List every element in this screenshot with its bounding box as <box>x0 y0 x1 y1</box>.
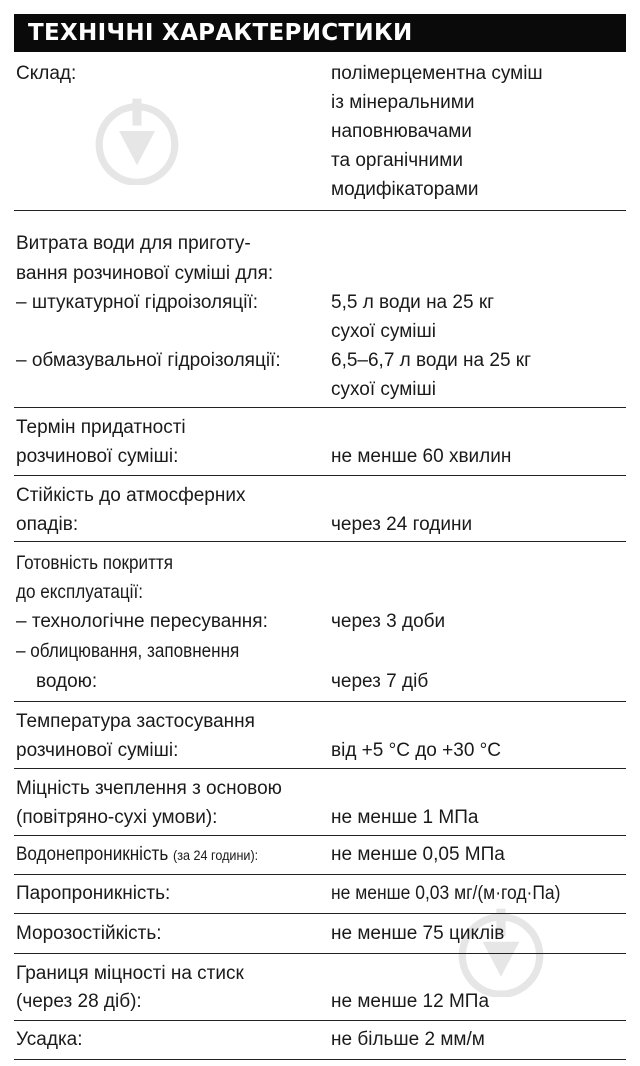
weather-label-2: опадів: <box>16 514 79 535</box>
frost-value: не менше 75 циклів <box>331 923 505 944</box>
frost-label: Морозостійкість: <box>16 923 162 944</box>
readiness-item2-value: через 7 діб <box>331 671 429 692</box>
readiness-item1-label: – технологічне пересування: <box>16 611 268 632</box>
composition-value-4: та органічними <box>331 150 463 171</box>
waterproof-value: не менше 0,05 МПа <box>331 844 505 865</box>
temperature-value: від +5 °С до +30 °С <box>331 740 501 761</box>
row-water-impermeability <box>14 836 626 875</box>
waterproof-label-text: Водонепроникність <box>16 844 169 865</box>
row-shrinkage <box>14 1021 626 1060</box>
composition-label: Склад: <box>16 63 77 84</box>
temperature-label-1: Температура застосування <box>16 711 255 732</box>
pot-life-label-2: розчинової суміші: <box>16 446 179 467</box>
shrinkage-label: Усадка: <box>16 1029 83 1050</box>
vapor-value: не менше 0,03 мг/(м·год·Па) <box>331 883 561 904</box>
row-composition <box>14 52 626 211</box>
composition-value-1: полімерцементна суміш <box>331 63 543 84</box>
row-frost-resistance <box>14 914 626 954</box>
weather-value: через 24 години <box>331 514 473 535</box>
adhesion-value: не менше 1 МПа <box>331 807 479 828</box>
water-item2-label: – обмазувальної гідроізоляції: <box>16 350 281 371</box>
section-title: ТЕХНІЧНІ ХАРАКТЕРИСТИКИ <box>14 14 626 52</box>
vapor-label: Паропроникність: <box>16 883 171 904</box>
water-item1-value-2: сухої суміші <box>331 321 436 342</box>
row-compressive-strength <box>14 954 626 1021</box>
pot-life-value: не менше 60 хвилин <box>331 446 512 467</box>
water-item1-value-1: 5,5 л води на 25 кг <box>331 292 495 313</box>
waterproof-note: (за 24 години): <box>173 847 259 863</box>
row-water-consumption <box>14 211 626 408</box>
adhesion-label-1: Міцність зчеплення з основою <box>16 778 282 799</box>
readiness-label-1: Готовність покриття <box>16 553 174 574</box>
water-item2-value-2: сухої суміші <box>331 379 436 400</box>
pot-life-label-1: Термін придатності <box>16 417 186 438</box>
composition-value-2: із мінеральними <box>331 92 475 113</box>
row-pot-life <box>14 408 626 476</box>
waterproof-label <box>16 840 285 870</box>
weather-label-1: Стійкість до атмосферних <box>16 485 246 506</box>
readiness-label-2: до експлуатації: <box>16 582 143 603</box>
readiness-item2-label-2: водою: <box>36 671 98 692</box>
shrinkage-value: не більше 2 мм/м <box>331 1029 485 1050</box>
row-application-temperature <box>14 702 626 769</box>
water-item2-value-1: 6,5–6,7 л води на 25 кг <box>331 350 532 371</box>
row-readiness <box>14 542 626 702</box>
adhesion-label-2: (повітряно-сухі умови): <box>16 807 218 828</box>
row-weather-resistance <box>14 476 626 542</box>
temperature-label-2: розчинової суміші: <box>16 740 179 761</box>
compression-label-2: (через 28 діб): <box>16 991 142 1012</box>
water-label-1: Витрата води для приготу- <box>16 233 251 254</box>
water-item1-label: – штукатурної гідроізоляції: <box>16 292 259 313</box>
row-vapor-permeability <box>14 875 626 914</box>
readiness-item1-value: через 3 доби <box>331 611 446 632</box>
composition-value-5: модифікаторами <box>331 179 479 200</box>
compression-value: не менше 12 МПа <box>331 991 490 1012</box>
water-label-2: вання розчинової суміші для: <box>16 263 274 284</box>
row-adhesion-strength <box>14 769 626 836</box>
readiness-item2-label-1: – облицювання, заповнення <box>16 641 240 662</box>
compression-label-1: Границя міцності на стиск <box>16 963 244 984</box>
composition-value-3: наповнювачами <box>331 121 472 142</box>
